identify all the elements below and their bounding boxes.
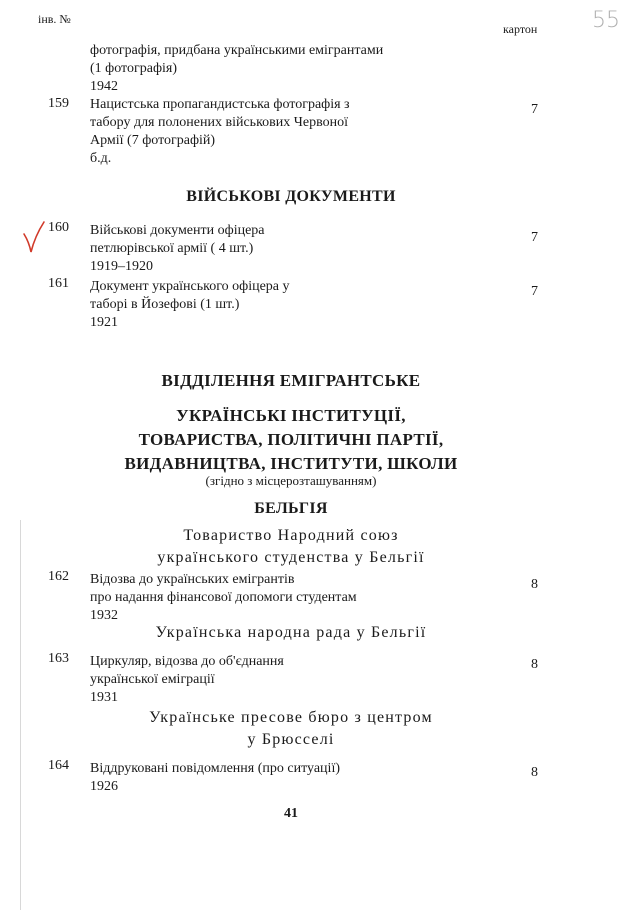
entry-description <box>90 653 284 707</box>
entry-year: б.д. <box>90 151 112 166</box>
pencil-page-number: 55 <box>592 8 620 33</box>
subsection-heading <box>0 404 582 476</box>
entry-year: 1921 <box>90 315 118 330</box>
heading-line: Товариство Народний союз <box>183 527 399 544</box>
entry-description <box>90 222 265 276</box>
entry-line: Циркуляр, відозва до об'єднання <box>90 654 284 669</box>
entry-continued <box>90 42 383 96</box>
entry-line: табору для полонених військових Червоної <box>90 115 348 130</box>
inventory-number-header: інв. № <box>38 12 71 26</box>
heading-note: (згідно з місцерозташуванням) <box>205 473 377 488</box>
section-heading: ВІЙСЬКОВІ ДОКУМЕНТИ <box>186 188 396 205</box>
entry-box: 8 <box>531 765 538 780</box>
entry-line: Армії (7 фотографій) <box>90 133 216 148</box>
entry-number: 163 <box>48 651 69 666</box>
entry-line: таборі в Йозефові (1 шт.) <box>90 297 240 312</box>
check-mark-icon <box>22 220 46 256</box>
heading-line: ВИДАВНИЦТВА, ІНСТИТУТИ, ШКОЛИ <box>124 454 458 473</box>
entry-box: 8 <box>531 577 538 592</box>
heading-line: Українське пресове бюро з центром <box>149 709 433 726</box>
entry-box: 8 <box>531 657 538 672</box>
organization-heading: Українська народна рада у Бельгії <box>155 624 427 641</box>
entry-number: 161 <box>48 276 69 291</box>
heading-line: українського студенства у Бельгії <box>157 549 425 566</box>
entry-number: 160 <box>48 220 69 235</box>
page-edge-shadow <box>20 520 21 910</box>
heading-line: УКРАЇНСЬКІ ІНСТИТУЦІЇ, <box>176 406 406 425</box>
entry-line: петлюрівської армії ( 4 шт.) <box>90 241 254 256</box>
heading-line: ТОВАРИСТВА, ПОЛІТИЧНІ ПАРТІЇ, <box>138 430 444 449</box>
entry-year: 1919–1920 <box>90 259 153 274</box>
entry-year: 1931 <box>90 690 118 705</box>
entry-year: 1926 <box>90 779 118 794</box>
entry-box: 7 <box>531 284 538 299</box>
entry-number: 164 <box>48 758 69 773</box>
entry-description <box>90 278 290 332</box>
page-number: 41 <box>284 806 298 821</box>
entry-line: Нацистська пропагандистська фотографія з <box>90 97 350 112</box>
entry-description <box>90 571 357 625</box>
box-header: картон <box>503 22 538 36</box>
entry-number: 162 <box>48 569 69 584</box>
entry-line: фотографія, придбана українськими емігрантами <box>90 43 384 58</box>
entry-box: 7 <box>531 102 538 117</box>
entry-line: української еміграції <box>90 672 215 687</box>
entry-description <box>90 760 340 796</box>
entry-line: Військові документи офіцера <box>90 223 265 238</box>
country-heading: БЕЛЬГІЯ <box>254 500 328 517</box>
organization-heading <box>0 707 582 751</box>
entry-box: 7 <box>531 230 538 245</box>
section-heading: ВІДДІЛЕННЯ ЕМІГРАНТСЬКЕ <box>161 371 421 390</box>
entry-year: 1942 <box>90 79 118 94</box>
entry-line: Віддруковані повідомлення (про ситуації) <box>90 761 340 776</box>
entry-line: (1 фотографія) <box>90 61 178 76</box>
entry-description <box>90 96 350 168</box>
entry-year: 1932 <box>90 608 118 623</box>
entry-line: про надання фінансової допомоги студентам <box>90 590 357 605</box>
heading-line: у Брюсселі <box>247 731 335 748</box>
entry-number: 159 <box>48 96 69 111</box>
entry-line: Відозва до українських емігрантів <box>90 572 295 587</box>
entry-line: Документ українського офіцера у <box>90 279 290 294</box>
organization-heading <box>0 525 582 569</box>
